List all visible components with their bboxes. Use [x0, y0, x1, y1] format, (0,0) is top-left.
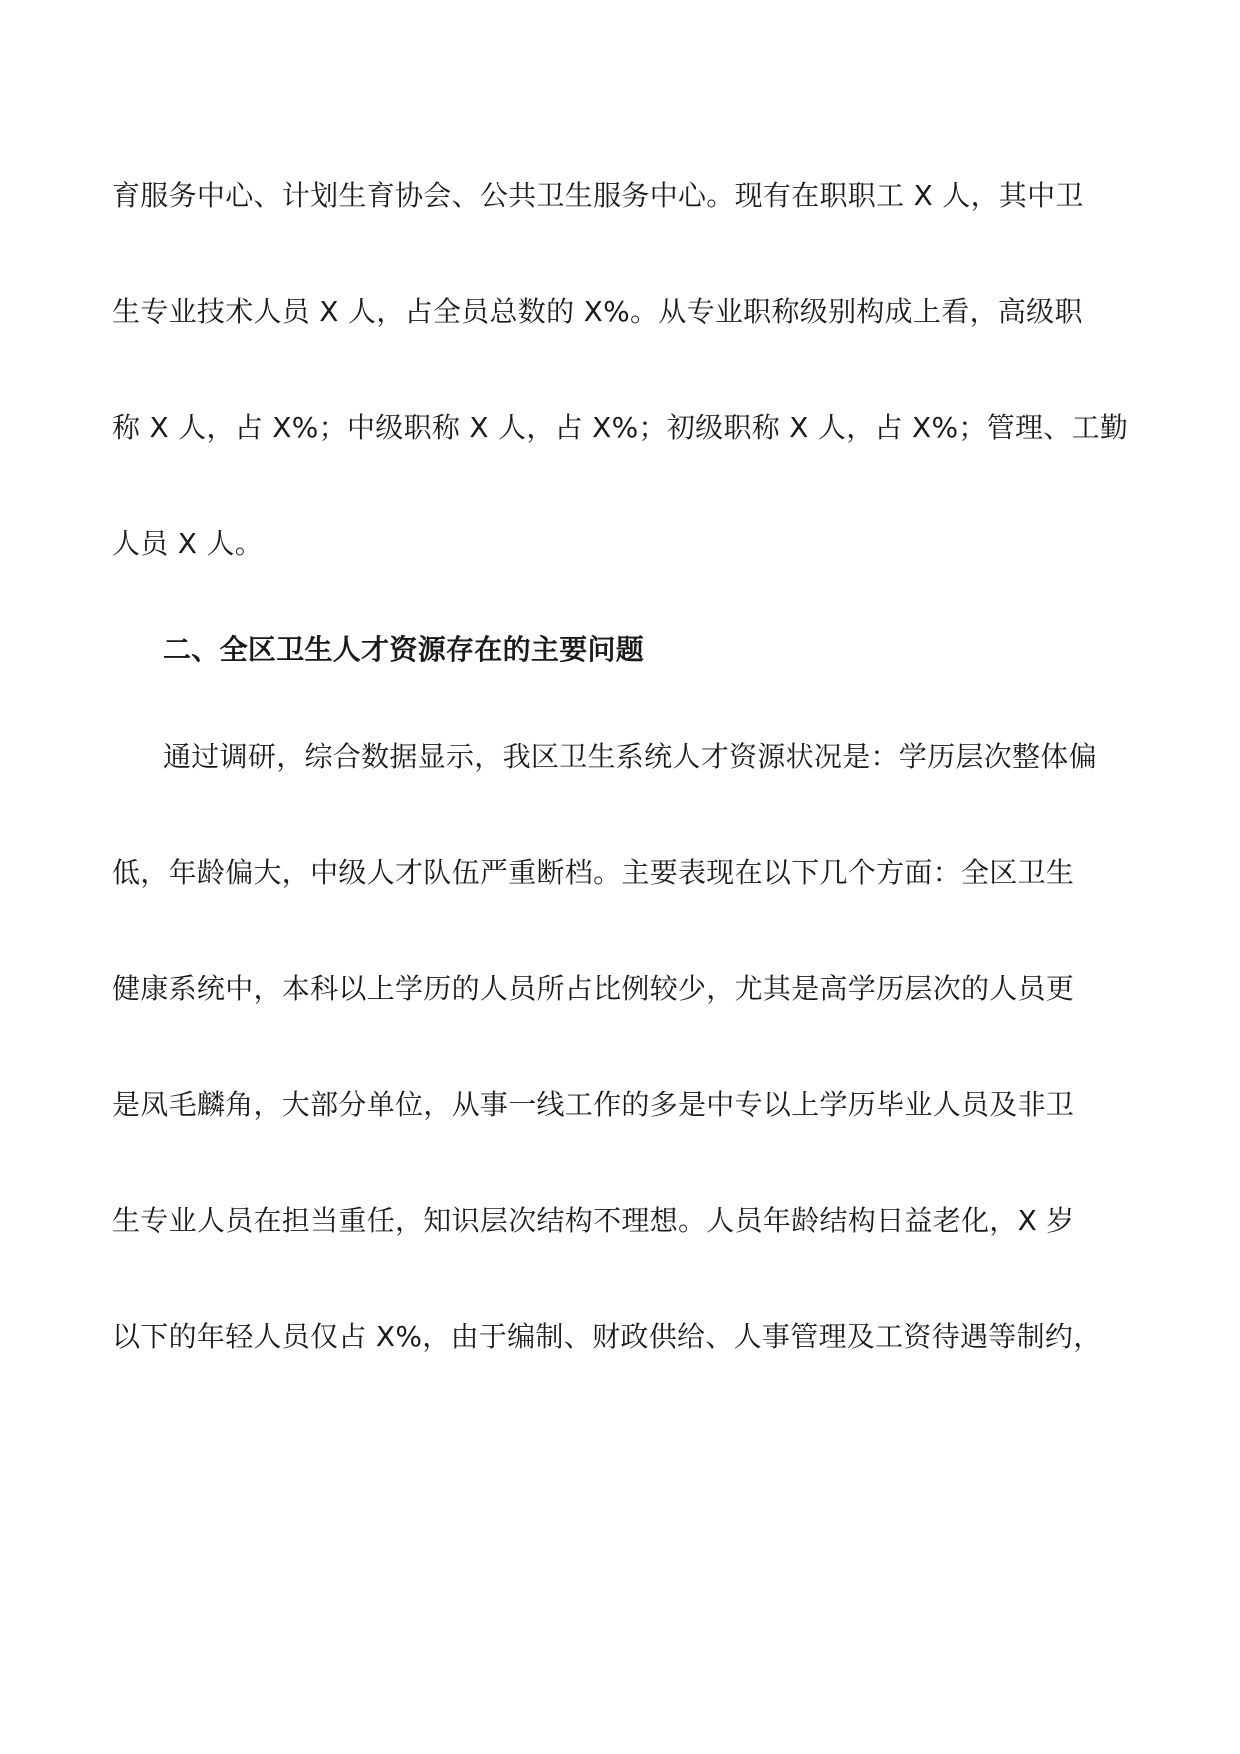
paragraph-2-line-6: 以下的年轻人员仅占 X%，由于编制、财政供给、人事管理及工资待遇等制约，	[112, 1320, 1102, 1353]
section-heading: 二、全区卫生人才资源存在的主要问题	[163, 633, 645, 666]
paragraph-1-line-4: 人员 X 人。	[112, 527, 264, 560]
paragraph-2-line-4: 是凤毛麟角，大部分单位，从事一线工作的多是中专以上学历毕业人员及非卫	[112, 1088, 1075, 1121]
paragraph-2-line-5: 生专业人员在担当重任，知识层次结构不理想。人员年龄结构日益老化，X 岁	[112, 1204, 1075, 1237]
paragraph-1-line-1: 育服务中心、计划生育协会、公共卫生服务中心。现有在职职工 X 人，其中卫	[112, 179, 1084, 212]
paragraph-1-line-3: 称 X 人，占 X%；中级职称 X 人，占 X%；初级职称 X 人，占 X%；管理、工勤	[112, 411, 1129, 444]
paragraph-2-line-3: 健康系统中，本科以上学历的人员所占比例较少，尤其是高学历层次的人员更	[112, 972, 1075, 1005]
paragraph-2-line-2: 低，年龄偏大，中级人才队伍严重断档。主要表现在以下几个方面：全区卫生	[112, 856, 1075, 889]
paragraph-2-line-1: 通过调研，综合数据显示，我区卫生系统人才资源状况是：学历层次整体偏	[163, 740, 1097, 773]
paragraph-1-line-2: 生专业技术人员 X 人，占全员总数的 X%。从专业职称级别构成上看，高级职	[112, 295, 1083, 328]
